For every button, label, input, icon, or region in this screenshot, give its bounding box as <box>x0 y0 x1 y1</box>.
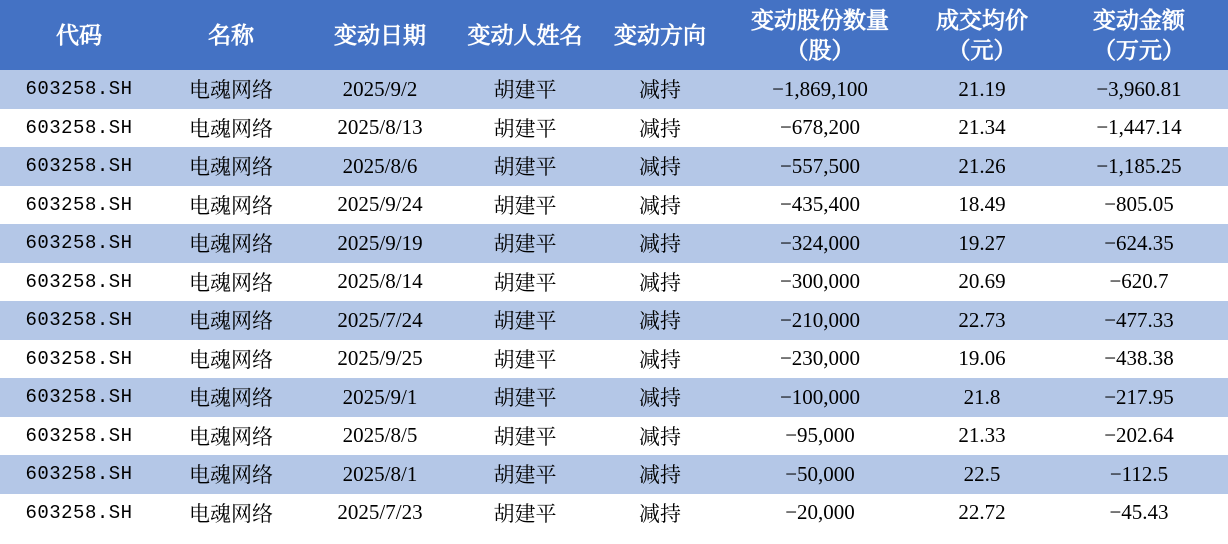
table-body <box>0 70 1228 532</box>
cell-person: 胡建平 <box>456 186 594 225</box>
table-header-row <box>0 0 1228 70</box>
cell-code: 603258.SH <box>0 147 158 186</box>
cell-quantity: −100,000 <box>726 378 914 417</box>
column-header-name-line1: 名称 <box>208 22 254 48</box>
cell-code: 603258.SH <box>0 340 158 379</box>
column-header-price-line2: （元） <box>947 37 1017 63</box>
cell-person: 胡建平 <box>456 417 594 456</box>
cell-name: 电魂网络 <box>158 147 304 186</box>
column-header-quantity <box>726 0 914 70</box>
cell-direction: 减持 <box>594 378 726 417</box>
cell-direction: 减持 <box>594 340 726 379</box>
table-header <box>0 0 1228 70</box>
table-row <box>0 417 1228 456</box>
cell-price: 21.26 <box>914 147 1050 186</box>
cell-code: 603258.SH <box>0 263 158 302</box>
cell-code: 603258.SH <box>0 417 158 456</box>
cell-quantity: −210,000 <box>726 301 914 340</box>
column-header-date <box>304 0 456 70</box>
cell-amount: −624.35 <box>1050 224 1228 263</box>
cell-amount: −438.38 <box>1050 340 1228 379</box>
cell-amount: −1,185.25 <box>1050 147 1228 186</box>
cell-name: 电魂网络 <box>158 224 304 263</box>
cell-person: 胡建平 <box>456 340 594 379</box>
cell-code: 603258.SH <box>0 109 158 148</box>
cell-direction: 减持 <box>594 70 726 109</box>
cell-person: 胡建平 <box>456 378 594 417</box>
cell-price: 22.72 <box>914 494 1050 533</box>
table-row <box>0 109 1228 148</box>
table-row <box>0 340 1228 379</box>
cell-date: 2025/8/1 <box>304 455 456 494</box>
cell-date: 2025/8/14 <box>304 263 456 302</box>
cell-date: 2025/8/13 <box>304 109 456 148</box>
cell-name: 电魂网络 <box>158 109 304 148</box>
column-header-amount <box>1050 0 1228 70</box>
cell-price: 21.34 <box>914 109 1050 148</box>
cell-direction: 减持 <box>594 417 726 456</box>
column-header-amount-line2: （万元） <box>1093 37 1185 63</box>
cell-amount: −620.7 <box>1050 263 1228 302</box>
column-header-quantity-line1: 变动股份数量 <box>751 7 889 33</box>
cell-name: 电魂网络 <box>158 301 304 340</box>
table-row <box>0 263 1228 302</box>
cell-quantity: −324,000 <box>726 224 914 263</box>
cell-price: 20.69 <box>914 263 1050 302</box>
cell-price: 21.33 <box>914 417 1050 456</box>
cell-code: 603258.SH <box>0 186 158 225</box>
cell-quantity: −1,869,100 <box>726 70 914 109</box>
cell-code: 603258.SH <box>0 224 158 263</box>
cell-name: 电魂网络 <box>158 186 304 225</box>
column-header-direction <box>594 0 726 70</box>
cell-price: 18.49 <box>914 186 1050 225</box>
cell-direction: 减持 <box>594 494 726 533</box>
cell-name: 电魂网络 <box>158 455 304 494</box>
column-header-name <box>158 0 304 70</box>
cell-person: 胡建平 <box>456 494 594 533</box>
column-header-person <box>456 0 594 70</box>
cell-date: 2025/9/19 <box>304 224 456 263</box>
cell-direction: 减持 <box>594 263 726 302</box>
cell-direction: 减持 <box>594 301 726 340</box>
cell-amount: −45.43 <box>1050 494 1228 533</box>
column-header-date-line1: 变动日期 <box>334 22 426 48</box>
cell-quantity: −557,500 <box>726 147 914 186</box>
table-row <box>0 186 1228 225</box>
cell-direction: 减持 <box>594 109 726 148</box>
cell-price: 22.73 <box>914 301 1050 340</box>
cell-date: 2025/9/25 <box>304 340 456 379</box>
cell-name: 电魂网络 <box>158 494 304 533</box>
cell-amount: −217.95 <box>1050 378 1228 417</box>
cell-amount: −3,960.81 <box>1050 70 1228 109</box>
cell-date: 2025/9/2 <box>304 70 456 109</box>
cell-name: 电魂网络 <box>158 70 304 109</box>
cell-person: 胡建平 <box>456 455 594 494</box>
cell-amount: −477.33 <box>1050 301 1228 340</box>
cell-person: 胡建平 <box>456 301 594 340</box>
cell-date: 2025/7/23 <box>304 494 456 533</box>
cell-quantity: −95,000 <box>726 417 914 456</box>
cell-quantity: −678,200 <box>726 109 914 148</box>
cell-price: 21.19 <box>914 70 1050 109</box>
cell-date: 2025/9/1 <box>304 378 456 417</box>
cell-name: 电魂网络 <box>158 417 304 456</box>
column-header-person-line1: 变动人姓名 <box>467 22 583 48</box>
cell-direction: 减持 <box>594 147 726 186</box>
column-header-quantity-line2: （股） <box>785 37 855 63</box>
cell-person: 胡建平 <box>456 109 594 148</box>
cell-name: 电魂网络 <box>158 378 304 417</box>
cell-person: 胡建平 <box>456 263 594 302</box>
cell-quantity: −50,000 <box>726 455 914 494</box>
cell-quantity: −300,000 <box>726 263 914 302</box>
cell-price: 19.06 <box>914 340 1050 379</box>
cell-quantity: −435,400 <box>726 186 914 225</box>
table-row <box>0 70 1228 109</box>
cell-code: 603258.SH <box>0 455 158 494</box>
cell-amount: −805.05 <box>1050 186 1228 225</box>
cell-date: 2025/8/5 <box>304 417 456 456</box>
cell-person: 胡建平 <box>456 224 594 263</box>
table-row <box>0 224 1228 263</box>
cell-code: 603258.SH <box>0 494 158 533</box>
cell-direction: 减持 <box>594 455 726 494</box>
cell-price: 21.8 <box>914 378 1050 417</box>
cell-quantity: −20,000 <box>726 494 914 533</box>
cell-amount: −1,447.14 <box>1050 109 1228 148</box>
cell-amount: −202.64 <box>1050 417 1228 456</box>
cell-code: 603258.SH <box>0 301 158 340</box>
column-header-price-line1: 成交均价 <box>936 7 1028 33</box>
table-row <box>0 147 1228 186</box>
cell-quantity: −230,000 <box>726 340 914 379</box>
cell-direction: 减持 <box>594 224 726 263</box>
table-row <box>0 494 1228 533</box>
cell-date: 2025/9/24 <box>304 186 456 225</box>
column-header-code-line1: 代码 <box>56 22 102 48</box>
cell-person: 胡建平 <box>456 147 594 186</box>
table-row <box>0 455 1228 494</box>
column-header-code <box>0 0 158 70</box>
table-row <box>0 301 1228 340</box>
cell-code: 603258.SH <box>0 70 158 109</box>
cell-date: 2025/8/6 <box>304 147 456 186</box>
column-header-amount-line1: 变动金额 <box>1093 7 1185 33</box>
cell-direction: 减持 <box>594 186 726 225</box>
cell-price: 19.27 <box>914 224 1050 263</box>
cell-code: 603258.SH <box>0 378 158 417</box>
column-header-price <box>914 0 1050 70</box>
column-header-direction-line1: 变动方向 <box>614 22 706 48</box>
cell-price: 22.5 <box>914 455 1050 494</box>
cell-name: 电魂网络 <box>158 263 304 302</box>
cell-amount: −112.5 <box>1050 455 1228 494</box>
cell-name: 电魂网络 <box>158 340 304 379</box>
table-row <box>0 378 1228 417</box>
cell-person: 胡建平 <box>456 70 594 109</box>
cell-date: 2025/7/24 <box>304 301 456 340</box>
